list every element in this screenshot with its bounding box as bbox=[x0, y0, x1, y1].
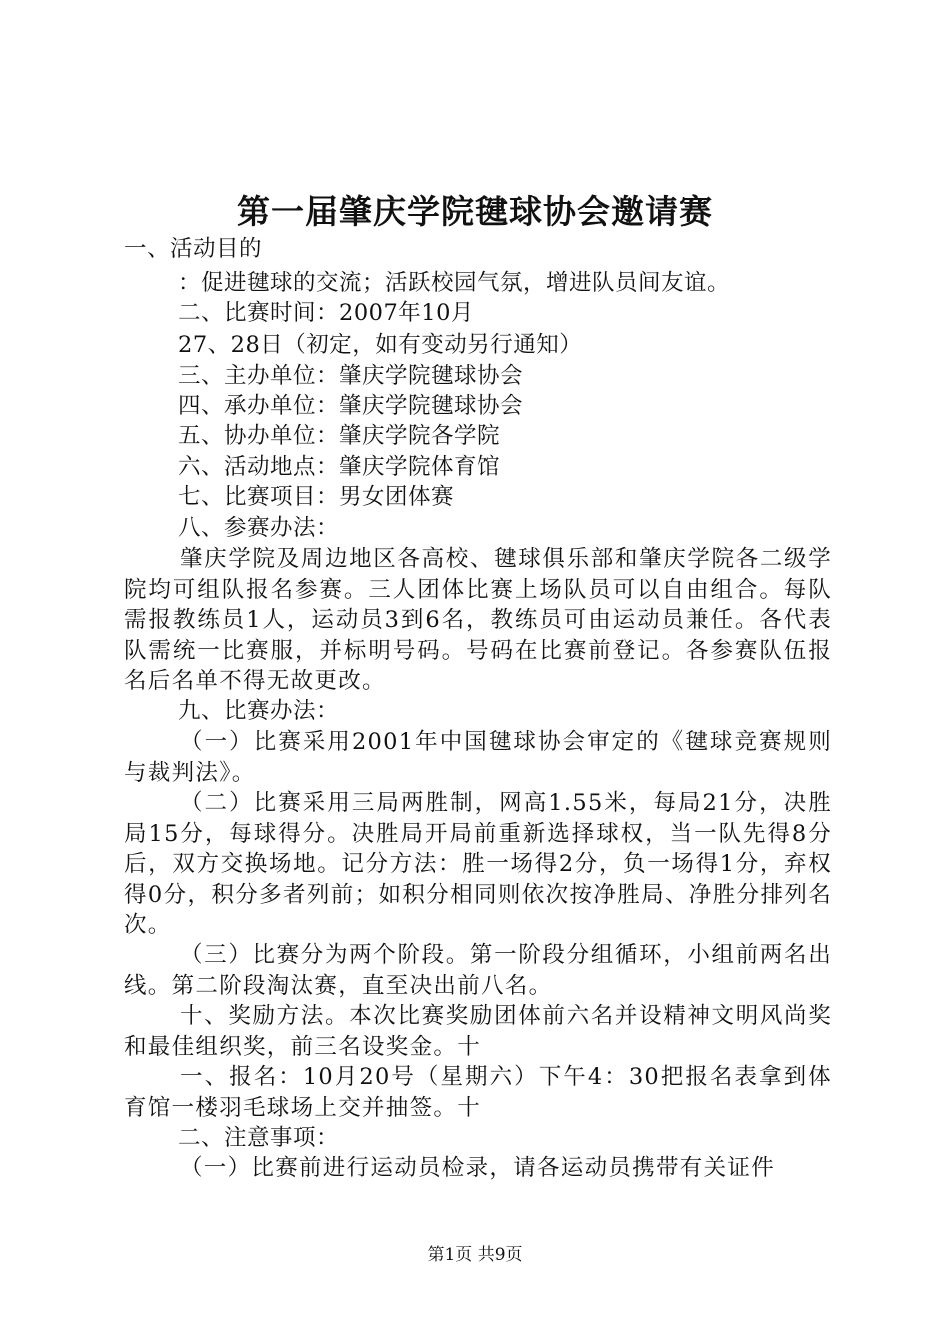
section-event: 七、比赛项目：男女团体赛 bbox=[178, 484, 455, 510]
page-footer: 第1页 共9页 bbox=[427, 1245, 523, 1265]
section-awards-text: 十、奖励方法。本次比赛奖励团体前六名并设精神文明风尚奖和最佳组织奖，前三名设奖金。十 bbox=[124, 1003, 832, 1060]
document-title: 第一届肇庆学院毽球协会邀请赛 bbox=[237, 192, 713, 231]
rule-3-text: （三）比赛分为两个阶段。第一阶段分组循环，小组前两名出线。第二阶段淘汰赛，直至决出前八名。 bbox=[124, 942, 832, 999]
section-rules-heading: 九、比赛办法： bbox=[178, 698, 340, 724]
rule-2-text: （二）比赛采用三局两胜制，网高1.55米，每局21分，决胜局15分，每球得分。决胜局开局前重新选择球权，当一队先得8分后，双方交换场地。记分方法：胜一场得2分，负一场得1分，弃权得0分，积分多者列前；如积分相同则依次按净胜局、净胜分排列名次。 bbox=[124, 790, 832, 938]
section-organizer: 四、承办单位：肇庆学院毽球协会 bbox=[178, 393, 524, 419]
section-host: 三、主办单位：肇庆学院毽球协会 bbox=[178, 363, 524, 389]
section-entry-text: 肇庆学院及周边地区各高校、毽球俱乐部和肇庆学院各二级学院均可组队报名参赛。三人团体比赛上场队员可以自由组合。每队需报教练员1人，运动员3到6名，教练员可由运动员兼任。各代表队需统一比赛服，并标明号码。号码在比赛前登记。各参赛队伍报名后名单不得无故更改。 bbox=[124, 546, 832, 694]
section-venue: 六、活动地点：肇庆学院体育馆 bbox=[178, 454, 501, 480]
section-co-organizer: 五、协办单位：肇庆学院各学院 bbox=[178, 423, 501, 449]
section-purpose-heading: 一、活动目的 bbox=[124, 236, 263, 262]
section-time-heading: 二、比赛时间：2007年10月 bbox=[178, 300, 474, 326]
section-purpose-text: ：促进毽球的交流；活跃校园气氛，增进队员间友谊。 bbox=[178, 270, 731, 296]
section-entry-heading: 八、参赛办法： bbox=[178, 515, 340, 541]
section-time-text: 27、28日（初定，如有变动另行通知） bbox=[178, 332, 583, 358]
section-notes-heading: 二、注意事项： bbox=[178, 1125, 340, 1151]
notes-1-text: （一）比赛前进行运动员检录，请各运动员携带有关证件 bbox=[180, 1155, 776, 1181]
rule-1-text: （一）比赛采用2001年中国毽球协会审定的《毽球竞赛规则与裁判法》。 bbox=[124, 729, 832, 786]
section-signup-text: 一、报名：10月20号（星期六）下午4：30把报名表拿到体育馆一楼羽毛球场上交并抽签。十 bbox=[124, 1064, 832, 1121]
